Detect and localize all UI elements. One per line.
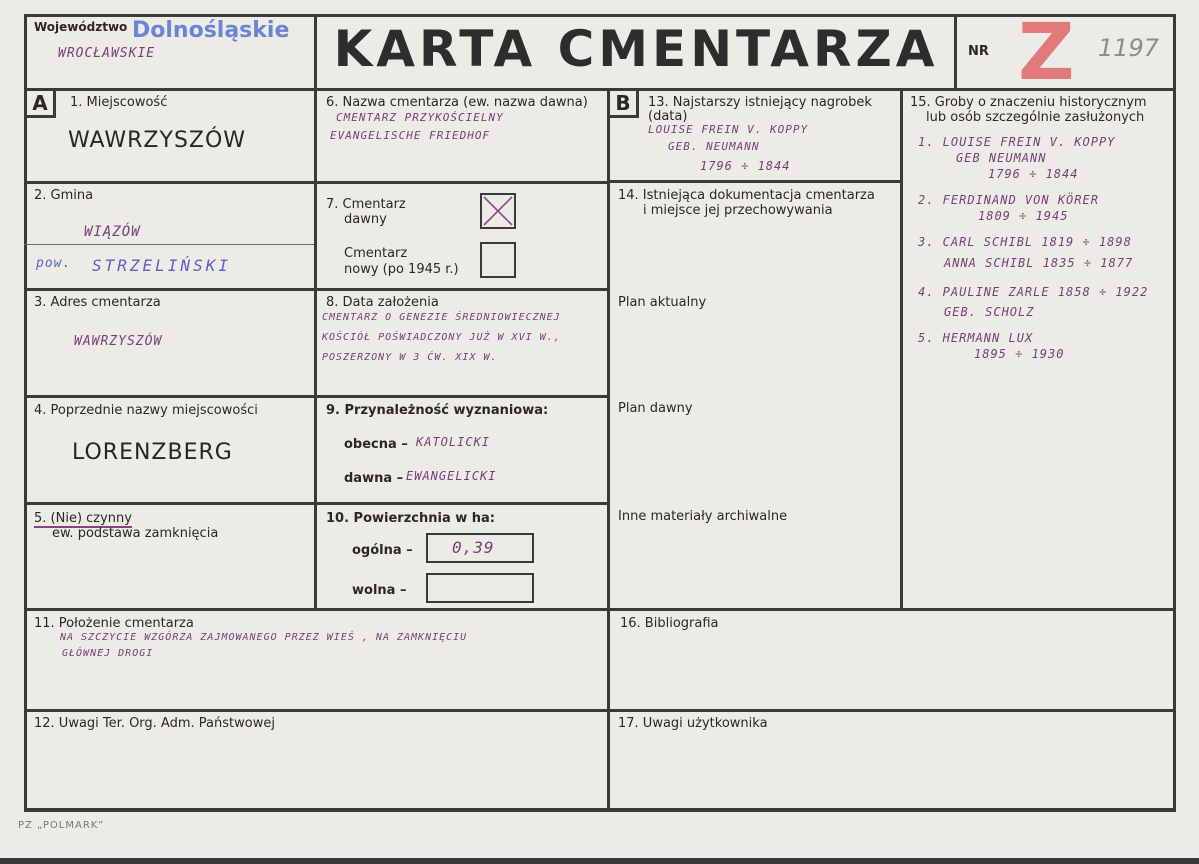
field-10-free-label: wolna – (352, 583, 407, 598)
list-item: 3. CARL SCHIBL 1819 ÷ 1898 (918, 235, 1132, 249)
field-6-label: 6. Nazwa cmentarza (ew. nazwa dawna) (326, 95, 588, 110)
field-6-line1[interactable]: CMENTARZ PRZYKOŚCIELNY (336, 111, 504, 124)
field-5-label-text: 5. (Nie) czynny (34, 511, 132, 526)
field-5-label (34, 511, 132, 526)
field-2-label: 2. Gmina (34, 188, 94, 203)
field-3-value[interactable]: WAWRZYSZÓW (74, 334, 163, 349)
check-x-icon (482, 195, 514, 227)
list-item: 1809 ÷ 1945 (978, 209, 1069, 223)
gmina-divider (24, 244, 314, 245)
divider (24, 502, 610, 505)
field-11-label: 11. Położenie cmentarza (34, 616, 194, 631)
field-15-label: 15. Groby o znaczeniu historycznym (910, 95, 1147, 110)
total-area-input[interactable] (426, 533, 534, 563)
field-9-current-label: obecna – (344, 437, 408, 452)
other-archives-label: Inne materiały archiwalne (618, 509, 788, 524)
nr-letter: Z (1018, 8, 1075, 98)
field-11-line1[interactable]: NA SZCZYCIE WZGÓRZA ZAJMOWANEGO PRZEZ WIEŚ , NA ZAMKNIĘCIU (60, 632, 468, 643)
voivodeship-label: Województwo (34, 20, 128, 34)
field-12-label: 12. Uwagi Ter. Org. Adm. Państwowej (34, 716, 275, 731)
frame-top (24, 14, 1176, 17)
field-16-label: 16. Bibliografia (620, 616, 719, 631)
field-6-line2[interactable]: EVANGELISCHE FRIEDHOF (330, 129, 491, 142)
nr-label: NR (968, 44, 989, 59)
divider (314, 14, 317, 90)
field-8-label: 8. Data założenia (326, 295, 439, 310)
frame-bottom (24, 808, 1176, 812)
list-item: GEB NEUMANN (956, 151, 1047, 165)
list-item: 5. HERMANN LUX (918, 331, 1034, 345)
field-7-old-label-2: dawny (344, 212, 387, 227)
frame-left (24, 14, 27, 811)
field-1-label: 1. Miejscowość (70, 95, 168, 110)
field-1-value[interactable]: WAWRZYSZÓW (68, 128, 247, 153)
field-2-value[interactable]: WIĄZÓW (84, 224, 141, 240)
divider (24, 709, 1176, 712)
plan-former-label: Plan dawny (618, 401, 693, 416)
divider (24, 395, 610, 398)
field-4-label: 4. Poprzednie nazwy miejscowości (34, 403, 258, 418)
frame-right (1173, 14, 1176, 811)
field-7-old-label: 7. Cmentarz (326, 197, 406, 212)
voivodeship-handwritten: WROCŁAWSKIE (58, 46, 156, 61)
field-3-label: 3. Adres cmentarza (34, 295, 161, 310)
field-13-label-2: (data) (648, 109, 688, 124)
field-10-total-label: ogólna – (352, 543, 413, 558)
list-item: ANNA SCHIBL 1835 ÷ 1877 (944, 256, 1134, 270)
field-15-label-2: lub osób szczególnie zasłużonych (926, 110, 1145, 125)
divider (314, 88, 317, 610)
field-9-current-value[interactable]: KATOLICKI (416, 435, 491, 449)
divider (900, 88, 903, 610)
divider (24, 88, 1176, 91)
field-8-line2[interactable]: KOŚCIÓŁ POŚWIADCZONY JUŻ W XVI W., (322, 332, 561, 343)
divider (24, 608, 1176, 611)
field-5-label-2: ew. podstawa zamknięcia (52, 526, 219, 541)
field-17-label: 17. Uwagi użytkownika (618, 716, 768, 731)
page-title: KARTA CMENTARZA (333, 20, 939, 78)
section-b-badge: B (607, 88, 639, 118)
section-a-badge: A (24, 88, 56, 118)
field-10-label: 10. Powierzchnia w ha: (326, 511, 496, 526)
nr-number: 1197 (1098, 34, 1160, 62)
printer-mark: PZ „POLMARK” (18, 820, 105, 831)
divider (24, 288, 610, 291)
list-item: 1796 ÷ 1844 (988, 167, 1079, 181)
field-13-line2[interactable]: GEB. NEUMANN (668, 140, 760, 153)
field-13-label: 13. Najstarszy istniejący nagrobek (648, 95, 872, 110)
plan-current-label: Plan aktualny (618, 295, 707, 310)
field-14-label: 14. Istniejąca dokumentacja cmentarza (618, 188, 875, 203)
free-area-input[interactable] (426, 573, 534, 603)
field-14-label-2: i miejsce jej przechowywania (643, 203, 833, 218)
list-item: GEB. SCHOLZ (944, 305, 1035, 319)
list-item: 4. PAULINE ZARLE 1858 ÷ 1922 (918, 285, 1149, 299)
field-9-former-label: dawna – (344, 471, 404, 486)
divider (607, 88, 610, 810)
field-9-former-value[interactable]: EWANGELICKI (406, 469, 497, 483)
list-item: 2. FERDINAND VON KÖRER (918, 193, 1099, 207)
field-11-line2[interactable]: GŁÓWNEJ DROGI (62, 648, 154, 659)
checkbox-old-cemetery[interactable] (480, 193, 516, 229)
field-7-new-label-2: nowy (po 1945 r.) (344, 262, 459, 277)
list-item: 1. LOUISE FREIN V. KOPPY (918, 135, 1116, 149)
divider (24, 181, 610, 184)
field-8-line1[interactable]: CMENTARZ O GENEZIE ŚREDNIOWIECZNEJ (322, 312, 561, 323)
divider (954, 14, 957, 90)
field-13-line3[interactable]: 1796 ÷ 1844 (700, 159, 791, 173)
divider (607, 180, 903, 183)
field-4-value[interactable]: LORENZBERG (72, 440, 233, 465)
checkbox-new-cemetery[interactable] (480, 242, 516, 278)
total-area-value: 0,39 (452, 538, 495, 557)
list-item: 1895 ÷ 1930 (974, 347, 1065, 361)
field-7-new-label: Cmentarz (344, 246, 408, 261)
pow-value[interactable]: STRZELIŃSKI (92, 256, 231, 275)
field-8-line3[interactable]: POSZERZONY W 3 ĆW. XIX W. (322, 352, 498, 363)
field-13-line1[interactable]: LOUISE FREIN V. KOPPY (648, 123, 809, 136)
voivodeship-stamp: Dolnośląskie (132, 18, 290, 43)
pow-label: pow. (36, 256, 72, 271)
field-9-label: 9. Przynależność wyznaniowa: (326, 403, 549, 418)
